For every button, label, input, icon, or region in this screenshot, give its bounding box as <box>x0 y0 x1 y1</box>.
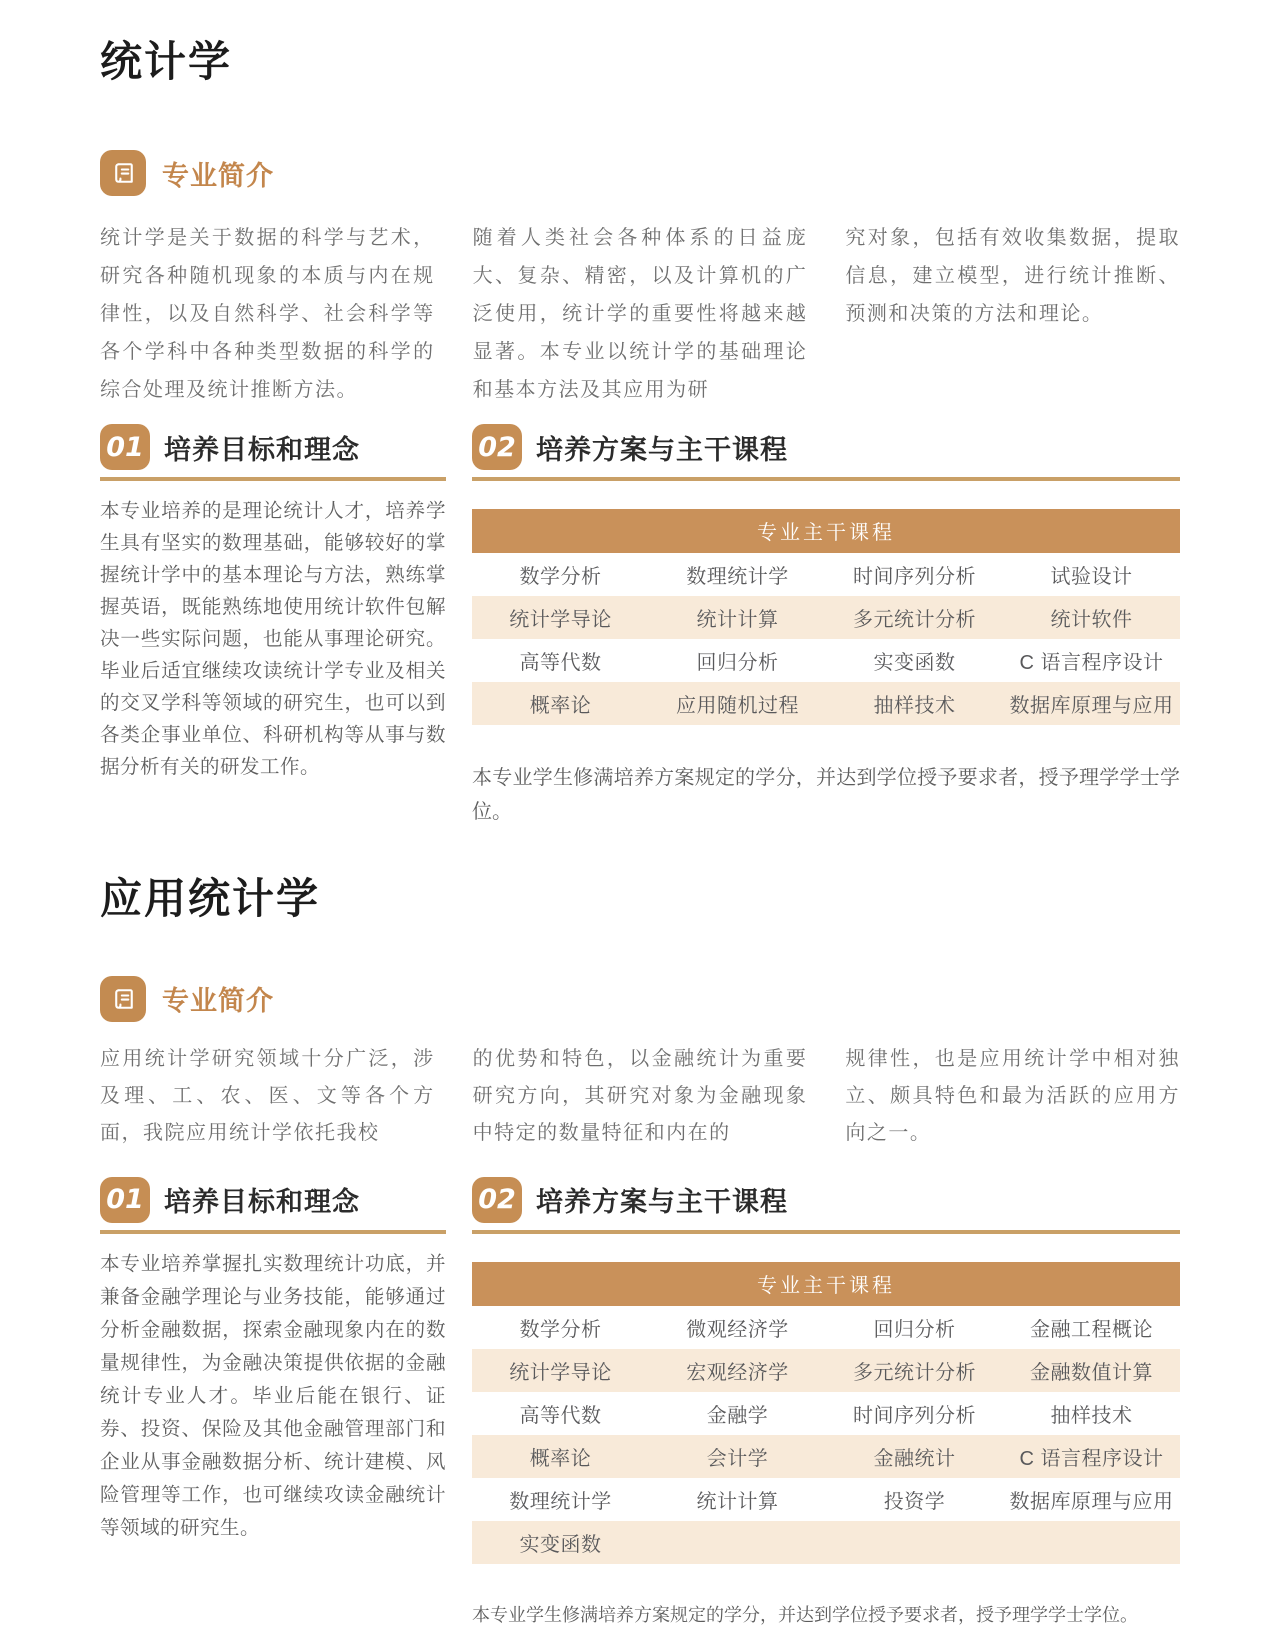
course-cell: 统计计算 <box>649 596 826 639</box>
course-cell: 时间序列分析 <box>853 1404 976 1427</box>
course-row <box>472 1392 1180 1435</box>
content-columns <box>100 424 1180 829</box>
course-row <box>472 553 1180 596</box>
course-cell: 数据库原理与应用 <box>1009 1490 1174 1513</box>
course-table <box>472 1262 1180 1564</box>
degree-note: 本专业学生修满培养方案规定的学分，并达到学位授予要求者，授予理学学士学位。 <box>472 1604 1138 1625</box>
course-cell: 抽样技术 <box>1050 1404 1133 1427</box>
goals-column <box>100 424 446 829</box>
course-cell: 高等代数 <box>519 652 602 675</box>
major-section-statistics <box>100 38 1180 829</box>
goals-heading-title: 培养目标和理念 <box>164 1187 360 1218</box>
goals-body: 本专业培养的是理论统计人才，培养学生具有坚实的数理基础，能够较好的掌握统计学中的基本理论与方法，熟练掌握英语，既能熟练地使用统计软件包解决一些实际问题，也能从事理论研究。毕业后适宜继续攻读统计学专业及相关的交叉学科等领域的研究生，也可以到各类企事业单位、科研机构等从事与数据分析有关的研发工作。 <box>100 500 446 779</box>
plan-heading-title: 培养方案与主干课程 <box>536 1187 788 1218</box>
course-cell: 高等代数 <box>519 1404 602 1427</box>
course-cell: 投资学 <box>883 1490 946 1513</box>
course-row <box>472 682 1180 725</box>
goals-heading <box>100 424 446 481</box>
course-table-header: 专业主干课程 <box>472 509 1180 553</box>
course-cell: 统计学导论 <box>472 1349 649 1392</box>
course-row <box>472 1478 1180 1521</box>
course-row <box>472 1349 1180 1392</box>
intro-paragraph-1: 应用统计学研究领域十分广泛，涉及理、工、农、医、文等各个方面，我院应用统计学依托我校 <box>100 1045 435 1144</box>
course-cell: 概率论 <box>472 682 649 725</box>
scroll-icon <box>100 976 146 1022</box>
section-number-badge: 01 <box>100 1177 150 1223</box>
intro-label-row <box>100 976 1180 1022</box>
plan-column <box>472 1177 1180 1632</box>
course-cell <box>1003 1521 1180 1564</box>
course-row <box>472 639 1180 682</box>
course-cell: 金融学 <box>706 1404 769 1427</box>
course-cell: 统计软件 <box>1003 596 1180 639</box>
course-cell: 金融工程概论 <box>1030 1318 1153 1341</box>
course-cell: 回归分析 <box>873 1318 956 1341</box>
course-cell: 概率论 <box>472 1435 649 1478</box>
goals-heading <box>100 1177 446 1234</box>
course-cell: 金融数值计算 <box>1003 1349 1180 1392</box>
course-cell: 数学分析 <box>519 1318 602 1341</box>
intro-label: 专业简介 <box>162 160 274 191</box>
course-cell: 统计计算 <box>696 1490 779 1513</box>
intro-label-row <box>100 150 1180 196</box>
section-number-badge: 02 <box>472 424 522 470</box>
course-cell: 会计学 <box>649 1435 826 1478</box>
course-table <box>472 509 1180 725</box>
intro-paragraph-3: 究对象，包括有效收集数据，提取信息，建立模型，进行统计推断、预测和决策的方法和理论。 <box>845 225 1181 326</box>
plan-heading <box>472 1177 1180 1234</box>
course-cell: C 语言程序设计 <box>1003 1435 1180 1478</box>
goals-heading-title: 培养目标和理念 <box>164 434 360 465</box>
course-cell: 多元统计分析 <box>826 1349 1003 1392</box>
course-cell: 数理统计学 <box>686 566 789 589</box>
course-cell: 抽样技术 <box>826 682 1003 725</box>
course-row <box>472 1306 1180 1349</box>
intro-columns <box>100 218 1180 408</box>
section-number-badge: 01 <box>100 424 150 470</box>
course-cell: 试验设计 <box>1050 566 1133 589</box>
intro-paragraph-3: 规律性，也是应用统计学中相对独立、颇具特色和最为活跃的应用方向之一。 <box>845 1045 1181 1144</box>
course-table-grid <box>472 553 1180 725</box>
section-number-badge: 02 <box>472 1177 522 1223</box>
course-row <box>472 1435 1180 1478</box>
course-cell: 统计学导论 <box>472 596 649 639</box>
degree-note: 本专业学生修满培养方案规定的学分，并达到学位授予要求者，授予理学学士学位。 <box>472 767 1180 824</box>
course-cell: C 语言程序设计 <box>1019 652 1164 675</box>
intro-paragraph-1: 统计学是关于数据的科学与艺术，研究各种随机现象的本质与内在规律性，以及自然科学、社会科学等各个学科中各种类型数据的科学的综合处理及统计推断方法。 <box>100 225 435 402</box>
course-row <box>472 1521 1180 1564</box>
course-cell <box>826 1521 1003 1564</box>
course-table-header: 专业主干课程 <box>472 1262 1180 1306</box>
intro-paragraph-2: 随着人类社会各种体系的日益庞大、复杂、精密，以及计算机的广泛使用，统计学的重要性将越来越显著。本专业以统计学的基础理论和基本方法及其应用为研 <box>472 225 808 402</box>
goals-body: 本专业培养掌握扎实数理统计功底，并兼备金融学理论与业务技能，能够通过分析金融数据，探索金融现象内在的数量规律性，为金融决策提供依据的金融统计专业人才。毕业后能在银行、证券、投资、保险及其他金融管理部门和企业从事金融数据分析、统计建模、风险管理等工作，也可继续攻读金融统计等领域的研究生。 <box>100 1252 446 1539</box>
course-cell: 应用随机过程 <box>649 682 826 725</box>
scroll-icon <box>100 150 146 196</box>
course-cell: 数学分析 <box>519 566 602 589</box>
plan-heading-title: 培养方案与主干课程 <box>536 434 788 465</box>
plan-heading <box>472 424 1180 481</box>
course-cell: 时间序列分析 <box>853 566 976 589</box>
course-table-grid <box>472 1306 1180 1564</box>
course-cell: 实变函数 <box>873 652 956 675</box>
course-cell: 金融统计 <box>826 1435 1003 1478</box>
course-cell <box>649 1521 826 1564</box>
intro-paragraph-2: 的优势和特色，以金融统计为重要研究方向，其研究对象为金融现象中特定的数量特征和内在的 <box>472 1045 808 1144</box>
content-columns <box>100 1177 1180 1632</box>
major-section-applied-statistics <box>100 875 1180 1631</box>
course-cell: 微观经济学 <box>686 1318 789 1341</box>
course-cell: 宏观经济学 <box>649 1349 826 1392</box>
major-title: 应用统计学 <box>100 875 321 923</box>
course-cell: 实变函数 <box>472 1521 649 1564</box>
goals-column <box>100 1177 446 1632</box>
intro-columns <box>100 1040 1180 1151</box>
course-row <box>472 596 1180 639</box>
plan-column <box>472 424 1180 829</box>
intro-label: 专业简介 <box>162 986 274 1017</box>
course-cell: 回归分析 <box>696 652 779 675</box>
course-cell: 数据库原理与应用 <box>1003 682 1180 725</box>
major-title: 统计学 <box>100 38 233 85</box>
course-cell: 数理统计学 <box>509 1490 612 1513</box>
course-cell: 多元统计分析 <box>826 596 1003 639</box>
